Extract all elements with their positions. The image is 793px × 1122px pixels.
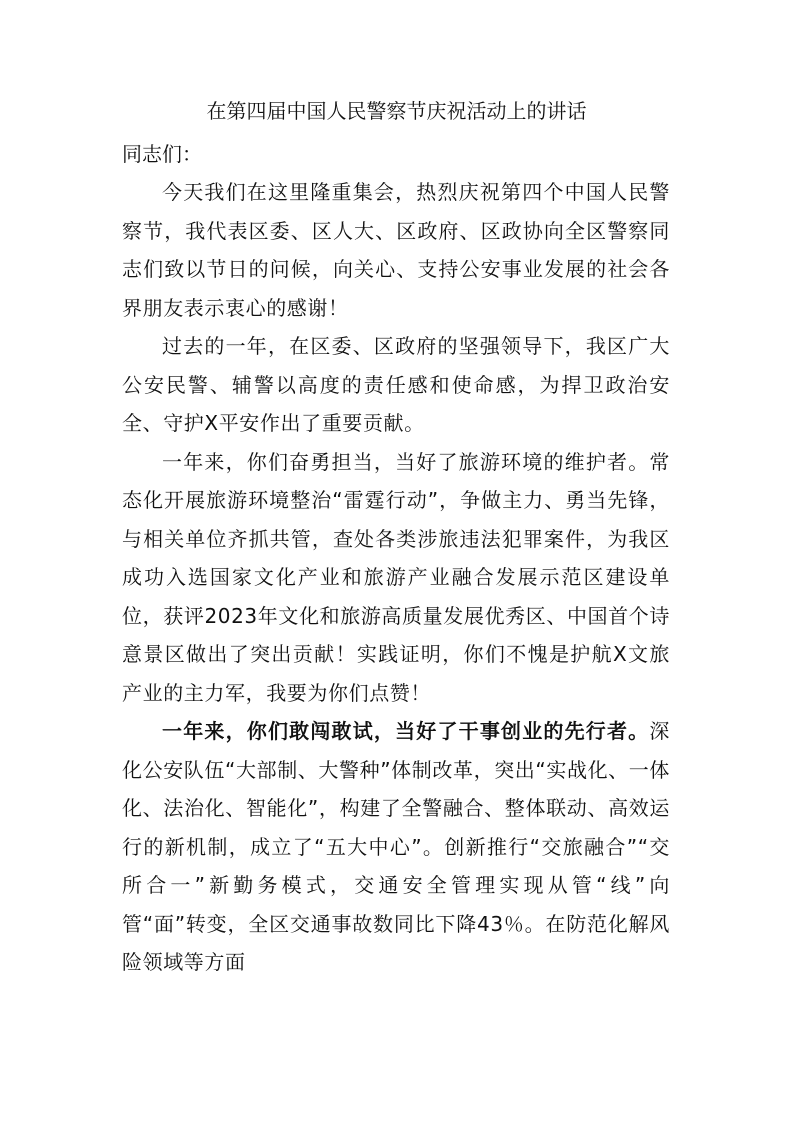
salutation: 同志们： <box>122 142 202 166</box>
paragraph-greeting <box>122 173 670 327</box>
document-title: 在第四届中国人民警察节庆祝活动上的讲话 <box>206 99 587 123</box>
paragraph-text: 一年来，你们奋勇担当，当好了旅游环境的维护者。常态化开展旅游环境整治“雷霆行动”，争做主力、勇当先锋，与相关单位齐抓共管，查处各类涉旅违法犯罪案件，为我区成功入选国家文化产业和旅游产业融合发展示范区建设单位，获评2023年文化和旅游高质量发展优秀区、中国首个诗意景区做出了突出贡献！实践证明，你们不愧是护航X文旅产业的主力军，我要为你们点赞！ <box>122 449 670 705</box>
paragraph-tourism <box>122 443 670 713</box>
paragraph-text: 深化公安队伍“大部制、大警种”体制改革，突出“实战化、一体化、法治化、智能化”，构建了全警融合、整体联动、高效运行的新机制，成立了“五大中心”。创新推行“交旅融合”“交所合一”新勤务模式，交通安全管理实现从管“线”向管“面”转变，全区交通事故数同比下降43％。在防范化解风险领域等方面 <box>122 719 670 974</box>
paragraph-past-year <box>122 327 670 443</box>
paragraph-text: 过去的一年，在区委、区政府的坚强领导下，我区广大公安民警、辅警以高度的责任感和使命感，为捍卫政治安全、守护X平安作出了重要贡献。 <box>122 334 670 435</box>
paragraph-lead: 一年来，你们敢闯敢试，当好了干事创业的先行者。 <box>162 719 650 743</box>
paragraph-reform <box>122 712 670 982</box>
document-body <box>122 173 670 982</box>
paragraph-text: 今天我们在这里隆重集会，热烈庆祝第四个中国人民警察节，我代表区委、区人大、区政府、区政协向全区警察同志们致以节日的问候，向关心、支持公安事业发展的社会各界朋友表示衷心的感谢！ <box>122 180 670 320</box>
